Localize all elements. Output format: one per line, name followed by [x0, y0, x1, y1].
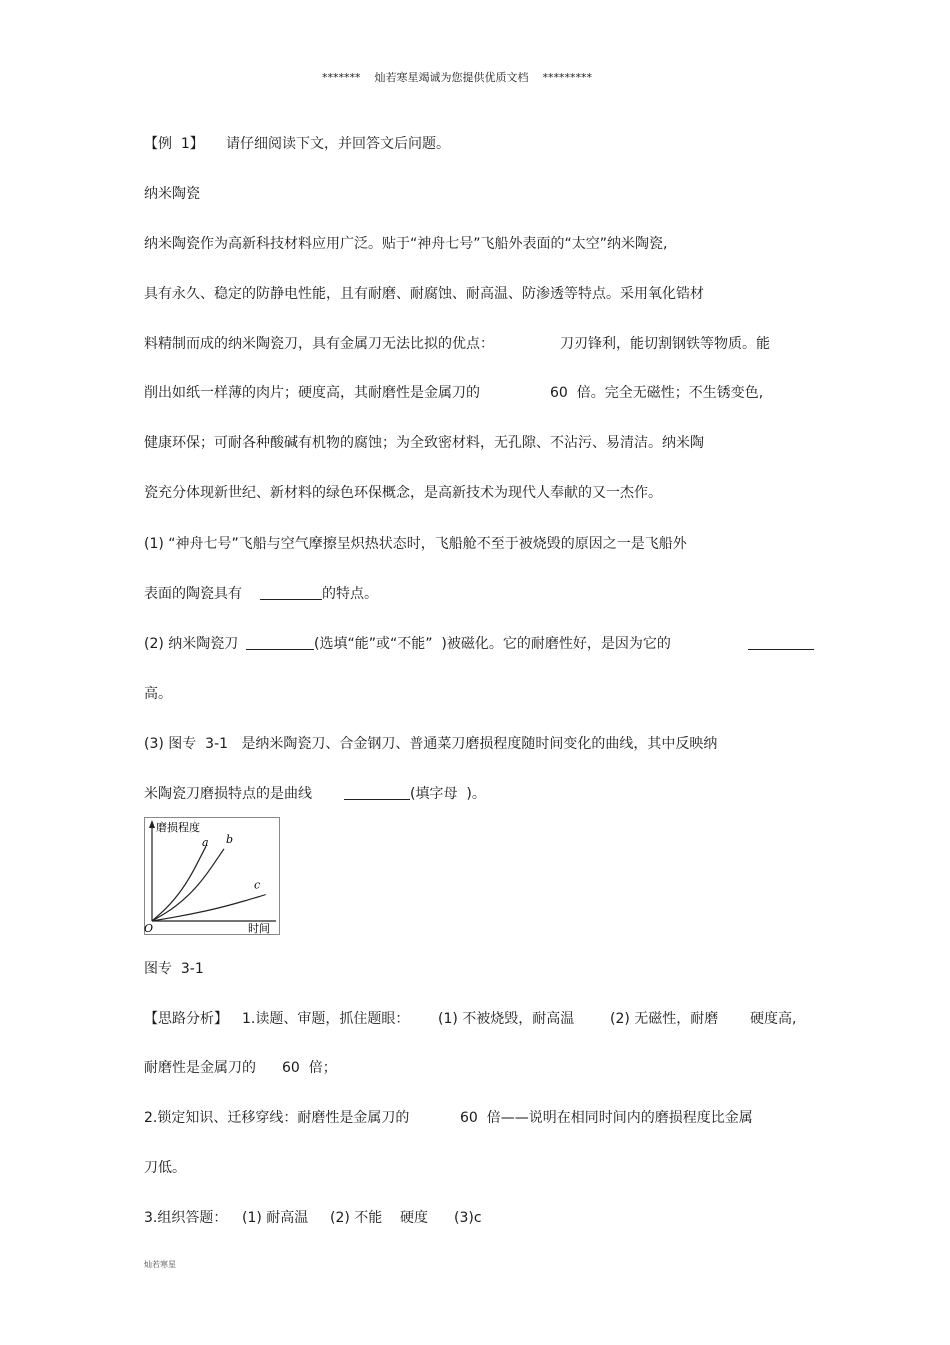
paragraph-line: 纳米陶瓷作为高新科技材料应用广泛。贴于“神舟七号”飞船外表面的“太空”纳米陶瓷, [144, 236, 668, 252]
wear-curve-figure [144, 817, 280, 935]
analysis-line [144, 1209, 644, 1227]
page-header: ******* 灿若寒星竭诚为您提供优质文档 ********* [322, 71, 592, 84]
paragraph-line: 具有永久、稳定的防静电性能，且有耐磨、耐腐蚀、耐高温、防渗透等特点。采用氧化锆材 [144, 286, 704, 302]
analysis-text: (1) 耐高温 [242, 1210, 309, 1226]
answer-blank[interactable] [246, 635, 314, 650]
analysis-text: 3.组织答题： [144, 1210, 228, 1226]
analysis-text: 60 倍——说明在相同时间内的磨损程度比金属 [460, 1110, 753, 1126]
analysis-text: (2) 无磁性，耐磨 [610, 1011, 719, 1027]
analysis-line [144, 1109, 824, 1127]
analysis-line [144, 1059, 544, 1077]
paragraph-segment: 刀刃锋利，能切割钢铁等物质。能 [560, 336, 770, 352]
paragraph-line [144, 384, 824, 402]
analysis-text: (2) 不能 [330, 1210, 383, 1226]
analysis-text: 硬度高, [750, 1011, 797, 1027]
instruction-text: 请仔细阅读下文，并回答文后问题。 [226, 136, 450, 152]
analysis-text: 硬度 [400, 1210, 428, 1226]
paragraph-segment: 削出如纸一样薄的肉片；硬度高，其耐磨性是金属刀的 [144, 385, 480, 401]
question-2-line [144, 635, 824, 653]
question-3-line [144, 785, 644, 803]
question-2-text: (选填“能”或“不能” )被磁化。它的耐磨性好，是因为它的 [314, 636, 671, 652]
paragraph-line [144, 335, 824, 353]
wear-curve-chart [144, 817, 280, 935]
question-3-line: (3) 图专 3-1 是纳米陶瓷刀、合金钢刀、普通菜刀磨损程度随时间变化的曲线，其中反映纳 [144, 736, 718, 752]
analysis-label: 【思路分析】 [144, 1011, 228, 1027]
curve-label-c: c [254, 878, 261, 892]
analysis-text: 耐磨性是金属刀的 [144, 1060, 256, 1076]
analysis-text: (3)c [454, 1210, 482, 1226]
x-axis-label: 时间 [248, 922, 270, 935]
question-2-text: (2) 纳米陶瓷刀 [144, 636, 239, 652]
paragraph-segment: 料精制而成的纳米陶瓷刀，具有金属刀无法比拟的优点： [144, 336, 494, 352]
question-1-line: (1) “神舟七号”飞船与空气摩擦呈炽热状态时，飞船舱不至于被烧毁的原因之一是飞船外 [144, 536, 687, 552]
analysis-line [144, 1010, 824, 1028]
question-1-line [144, 585, 544, 603]
answer-blank[interactable] [344, 785, 410, 800]
paragraph-segment: 60 倍。完全无磁性；不生锈变色, [550, 385, 764, 401]
article-title: 纳米陶瓷 [144, 186, 200, 202]
question-3-text: (填字母 )。 [410, 786, 486, 802]
analysis-line: 刀低。 [144, 1160, 186, 1176]
answer-blank[interactable] [260, 585, 322, 600]
question-1-text: 的特点。 [322, 586, 378, 602]
question-3-text: 米陶瓷刀磨损特点的是曲线 [144, 786, 312, 802]
example-label: 【例 1】 [144, 136, 204, 152]
analysis-text: 2.锁定知识、迁移穿线：耐磨性是金属刀的 [144, 1110, 410, 1126]
curve-label-b: b [226, 832, 234, 846]
analysis-text: (1) 不被烧毁，耐高温 [438, 1011, 575, 1027]
example-line [144, 135, 644, 153]
answer-blank[interactable] [748, 635, 814, 650]
question-1-text: 表面的陶瓷具有 [144, 586, 242, 602]
figure-frame [145, 818, 280, 935]
analysis-text: 1.读题、审题，抓住题眼： [242, 1011, 410, 1027]
question-2-line: 高。 [144, 686, 172, 702]
page-footer: 灿若寒星 [144, 1260, 176, 1269]
paragraph-line: 瓷充分体现新世纪、新材料的绿色环保概念，是高新技术为现代人奉献的又一杰作。 [144, 485, 662, 501]
figure-caption: 图专 3-1 [144, 961, 204, 977]
y-axis-label: 磨损程度 [156, 821, 200, 834]
origin-label: O [144, 922, 154, 935]
analysis-text: 60 倍； [282, 1060, 337, 1076]
paragraph-line: 健康环保；可耐各种酸碱有机物的腐蚀；为全致密材料，无孔隙、不沾污、易清洁。纳米陶 [144, 435, 704, 451]
curve-label-a: a [202, 836, 209, 850]
